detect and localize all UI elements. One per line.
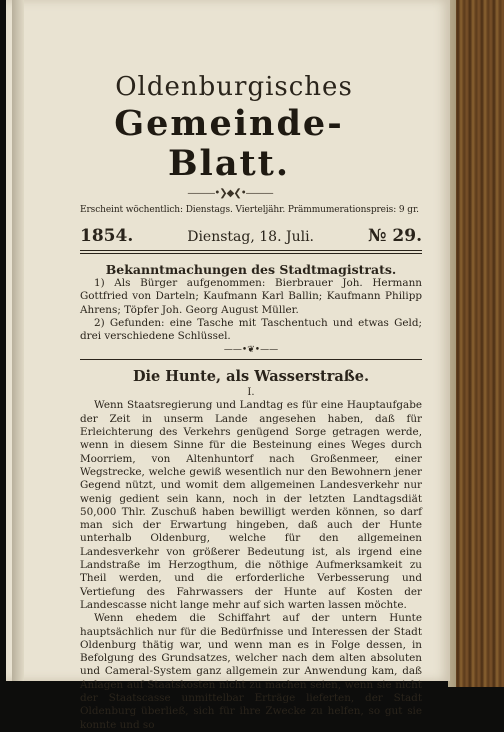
divider-rule-thin (80, 253, 422, 254)
issue-date: Dienstag, 18. Juli. (187, 229, 315, 245)
masthead-title-top: Oldenburgisches (115, 72, 353, 102)
page-fold-shadow (12, 0, 24, 681)
article-paragraph: Wenn ehedem die Schiffahrt auf der untern Hunte hauptsächlich nur für die Bedürfnisse und Interessen der Stadt Oldenburg thätig war, und wenn man es in Folge dessen, in Befolgung des Grundsatzes, welcher nach dem alten absoluten und Cameral-System ganz allgemein zur Anwendung kam, daß Anlagen auf Staatskosten nicht zu machen seien, wenn sie nicht der Staatscasse unmittelbar Erträge lieferten, der Stadt Oldenburg überließ, sich für ihre Zwecke zu helfen, so gut sie konnte und so (80, 612, 422, 731)
masthead-title-main: Gemeinde-Blatt. (114, 103, 344, 184)
divider-rule-thin (80, 359, 422, 360)
issue-dateline (80, 226, 422, 246)
article-paragraph: Wenn Staatsregierung und Landtag es für eine Hauptaufgabe der Zeit in unserm Lande angesehen haben, daß für Erleichterung des Verkehrs genügend Sorge getragen werde, wenn in diesem Sinne für die Besteinung eines Weges durch Moorriem, von Altenhuntorf nach Großenmeer, einer Wegstrecke, welche gewiß wesentlich nur den Bewohnern jener Gegend nützt, und womit dem allgemeinen Landesverkehr nur wenig gedient sein kann, noch in der letzten Landtagsdiät 50,000 Thlr. Zuschuß haben bewilligt werden können, so darf man sich der Erwartung hingeben, daß auch der Hunte unterhalb Oldenburg, welche für den allgemeinen Landesverkehr von größerer Bedeutung ist, als irgend eine Landstraße im Herzogthum, die nöthige Aufmerksamkeit zu Theil werden, und die erforderliche Verbesserung und Vertiefung des Fahrwassers der Hunte auf Kosten der Landescasse nicht lange mehr auf sich warten lassen möchte. (80, 399, 422, 611)
notice-paragraph: 1) Als Bürger aufgenommen: Bierbrauer Joh. Hermann Gottfried von Darteln; Kaufmann Karl Ballin; Kaufmann Philipp Ahrens; Töpfer Joh. Georg August Müller. (80, 277, 422, 316)
page-content (58, 72, 422, 732)
article-title: Die Hunte, als Wasserstraße. (132, 368, 370, 386)
notice-paragraph: 2) Gefunden: eine Tasche mit Taschentuch und etwas Geld; drei verschiedene Schlüssel. (80, 316, 422, 343)
book-spine (452, 0, 504, 687)
masthead-subtitle: Erscheint wöchentlich: Dienstags. Vierteljähr. Prämmumerationspreis: 9 gr. (80, 205, 419, 215)
issue-year: 1854. (80, 226, 134, 246)
article-section-number: I. (247, 387, 255, 399)
notices-ornament: ——•❦•—— (223, 345, 279, 356)
masthead-ornament: ———•❯◆❮•——— (187, 188, 273, 199)
divider-rule (80, 250, 422, 251)
notices-title: Bekanntmachungen des Stadtmagistrats. (105, 262, 397, 277)
issue-number: № 29. (368, 226, 422, 246)
